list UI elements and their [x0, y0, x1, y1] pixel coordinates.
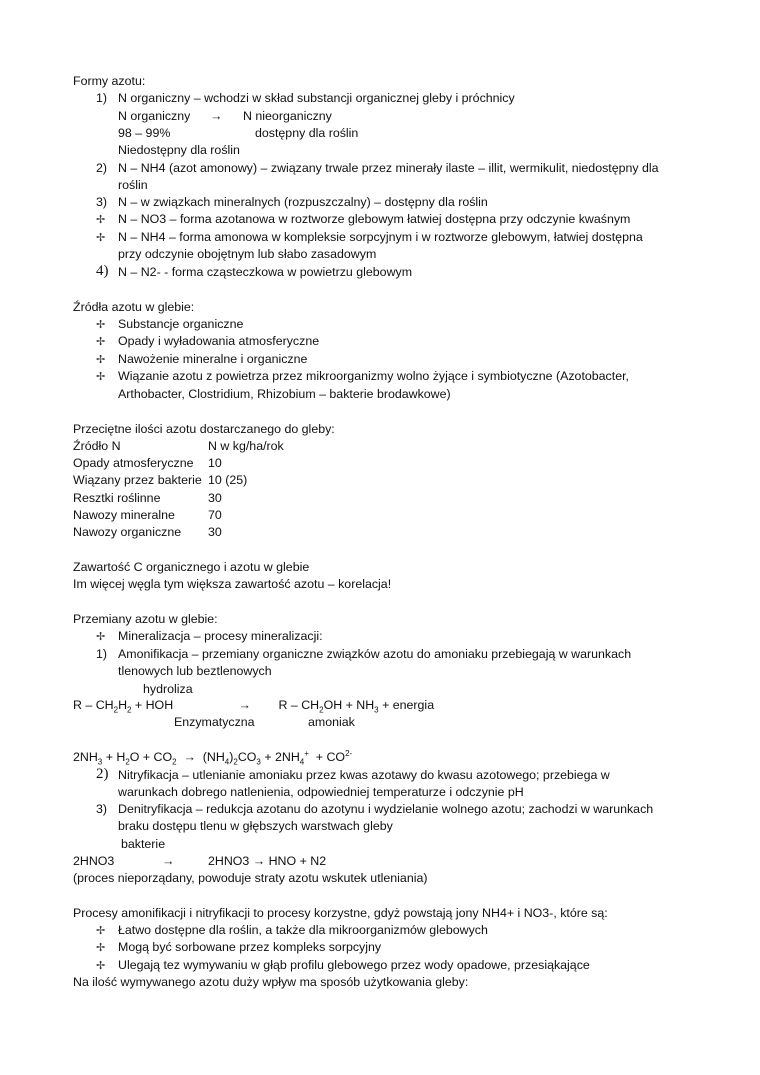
equation-2: $2NH_3 + H_2O + CO_2 \to (NH_4)_2CO_3 + 2NH_4^+ + CO^{2-}$	[73, 748, 353, 767]
nitrification-line: Nitryfikacja – utlenianie amoniaku przez kwas azotawy do kwasu azotowego; przebiega w	[118, 768, 610, 782]
avg-header-value: N w kg/ha/rok	[208, 439, 284, 453]
forms-item-4: N – N2- - forma cząsteczkowa w powietrzu glebowym	[118, 265, 413, 279]
bacteria-label: bakterie	[121, 837, 166, 851]
list-number: 3)	[96, 802, 108, 816]
forms-percent: 98 – 99%	[118, 126, 171, 140]
avg-row-value: 10 (25)	[208, 473, 248, 487]
carbon-line-2: Im więcej węgla tym większa zawartość azotu – korelacja!	[73, 577, 392, 591]
avg-row-value: 30	[208, 491, 222, 505]
list-number: 4)	[96, 263, 109, 279]
arrow-icon: →	[162, 854, 175, 868]
list-number: 2)	[96, 766, 109, 782]
enzymatic-label: Enzymatyczna	[174, 715, 255, 729]
forms-title: Formy azotu:	[73, 74, 146, 88]
sources-item: Wiązanie azotu z powietrza przez mikroorganizmy wolno żyjące i symbiotyczne (Azotobacter,	[118, 369, 629, 383]
sources-title: Źródła azotu w glebie:	[73, 300, 195, 314]
denitrification-line: Denitryfikacja – redukcja azotanu do azotynu i wydzielanie wolnego azotu; zachodzi w warunkach	[118, 802, 654, 816]
benefits-intro: Procesy amonifikacji i nitryfikacji to procesy korzystne, gdyż powstają jony NH4+ i NO3-, które są:	[73, 906, 608, 920]
forms-arrow-right: N nieorganiczny	[243, 109, 332, 123]
avg-row-source: Nawozy mineralne	[73, 508, 175, 522]
equation-1: R – $CH_2H_2$ + HOH → $R - CH_2OH + NH_3$ + energia	[73, 698, 435, 715]
bullet-icon: ✢	[96, 371, 105, 383]
list-number: 1)	[96, 647, 108, 661]
sources-item: Substancje organiczne	[118, 317, 244, 331]
ammonification-line: Amonifikacja – przemiany organiczne związków azotu do amoniaku przebiegają w warunkach	[118, 647, 632, 661]
avg-row-source: Nawozy organiczne	[73, 525, 182, 539]
forms-item-2-cont: roślin	[118, 178, 148, 192]
bullet-icon: ✢	[96, 336, 105, 348]
bullet-icon: ✢	[96, 942, 105, 954]
avg-row-value: 10	[208, 456, 222, 470]
denitrification-cont: braku dostępu tlenu w głębszych warstwach gleby	[118, 819, 393, 833]
benefits-item: Łatwo dostępne dla roślin, a także dla mikroorganizmów glebowych	[118, 923, 488, 937]
bullet-icon: ✢	[96, 354, 105, 366]
avg-title: Przeciętne ilości azotu dostarczanego do gleby:	[73, 422, 335, 436]
bullet-icon: ✢	[96, 925, 105, 937]
forms-item-2: N – NH4 (azot amonowy) – związany trwale przez minerały ilaste – illit, wermikulit, niedostępny dla	[118, 161, 659, 175]
forms-unavailable: Niedostępny dla roślin	[118, 143, 240, 157]
nitrification-cont: warunkach dobrego natlenienia, odpowiedniej temperaturze i odczynie pH	[118, 785, 524, 799]
forms-sub-1: N – NO3 – forma azotanowa w roztworze glebowym łatwiej dostępna przy odczynie kwaśnym	[118, 212, 631, 226]
bullet-icon: ✢	[96, 631, 105, 643]
forms-arrow-left: N organiczny	[118, 109, 191, 123]
benefits-item: Mogą być sorbowane przez kompleks sorpcyjny	[118, 940, 382, 954]
arrow-icon: →	[210, 109, 223, 123]
hydrolysis-label: hydroliza	[143, 682, 193, 696]
sources-item-cont: Arthobacter, Clostridium, Rhizobium – bakterie brodawkowe)	[118, 387, 451, 401]
bullet-icon: ✢	[96, 232, 105, 244]
forms-item-3: N – w związkach mineralnych (rozpuszczalny) – dostępny dla roślin	[118, 195, 488, 209]
forms-percent-note: dostępny dla roślin	[255, 126, 359, 140]
carbon-line-1: Zawartość C organicznego i azotu w glebie	[73, 560, 310, 574]
benefits-outro: Na ilość wymywanego azotu duży wpływ ma sposób użytkowania gleby:	[73, 975, 469, 989]
equation-3-left: 2HNO3	[73, 854, 115, 868]
forms-sub-2-cont: przy odczynie obojętnym lub słabo zasadowym	[118, 247, 377, 261]
avg-row-source: Resztki roślinne	[73, 491, 161, 505]
avg-row-source: Opady atmosferyczne	[73, 456, 194, 470]
sources-item: Nawożenie mineralne i organiczne	[118, 352, 308, 366]
bullet-icon: ✢	[96, 960, 105, 972]
avg-row-source: Wiązany przez bakterie	[73, 473, 202, 487]
sources-item: Opady i wyładowania atmosferyczne	[118, 334, 320, 348]
avg-row-value: 30	[208, 525, 222, 539]
mineralization-line: Mineralizacja – procesy mineralizacji:	[118, 629, 323, 643]
avg-row-value: 70	[208, 508, 222, 522]
transform-title: Przemiany azotu w glebie:	[73, 612, 218, 626]
avg-header-source: Źródło N	[73, 439, 121, 453]
ammonification-cont: tlenowych lub beztlenowych	[118, 664, 272, 678]
forms-item-1: N organiczny – wchodzi w skład substancji organicznej gleby i próchnicy	[118, 91, 515, 105]
process-note: (proces nieporządany, powoduje straty azotu wskutek utleniania)	[73, 871, 428, 885]
bullet-icon: ✢	[96, 214, 105, 226]
benefits-item: Ulegają tez wymywaniu w głąb profilu glebowego przez wody opadowe, przesiąkające	[118, 958, 590, 972]
bullet-icon: ✢	[96, 319, 105, 331]
list-number: 3)	[96, 195, 108, 209]
list-number: 2)	[96, 161, 108, 175]
forms-sub-2: N – NH4 – forma amonowa w kompleksie sorpcyjnym i w roztworze glebowym, łatwiej dostępna	[118, 230, 643, 244]
list-number: 1)	[96, 91, 108, 105]
ammonia-label: amoniak	[308, 715, 355, 729]
equation-3-right: 2HNO3 → HNO + N2	[208, 854, 327, 868]
